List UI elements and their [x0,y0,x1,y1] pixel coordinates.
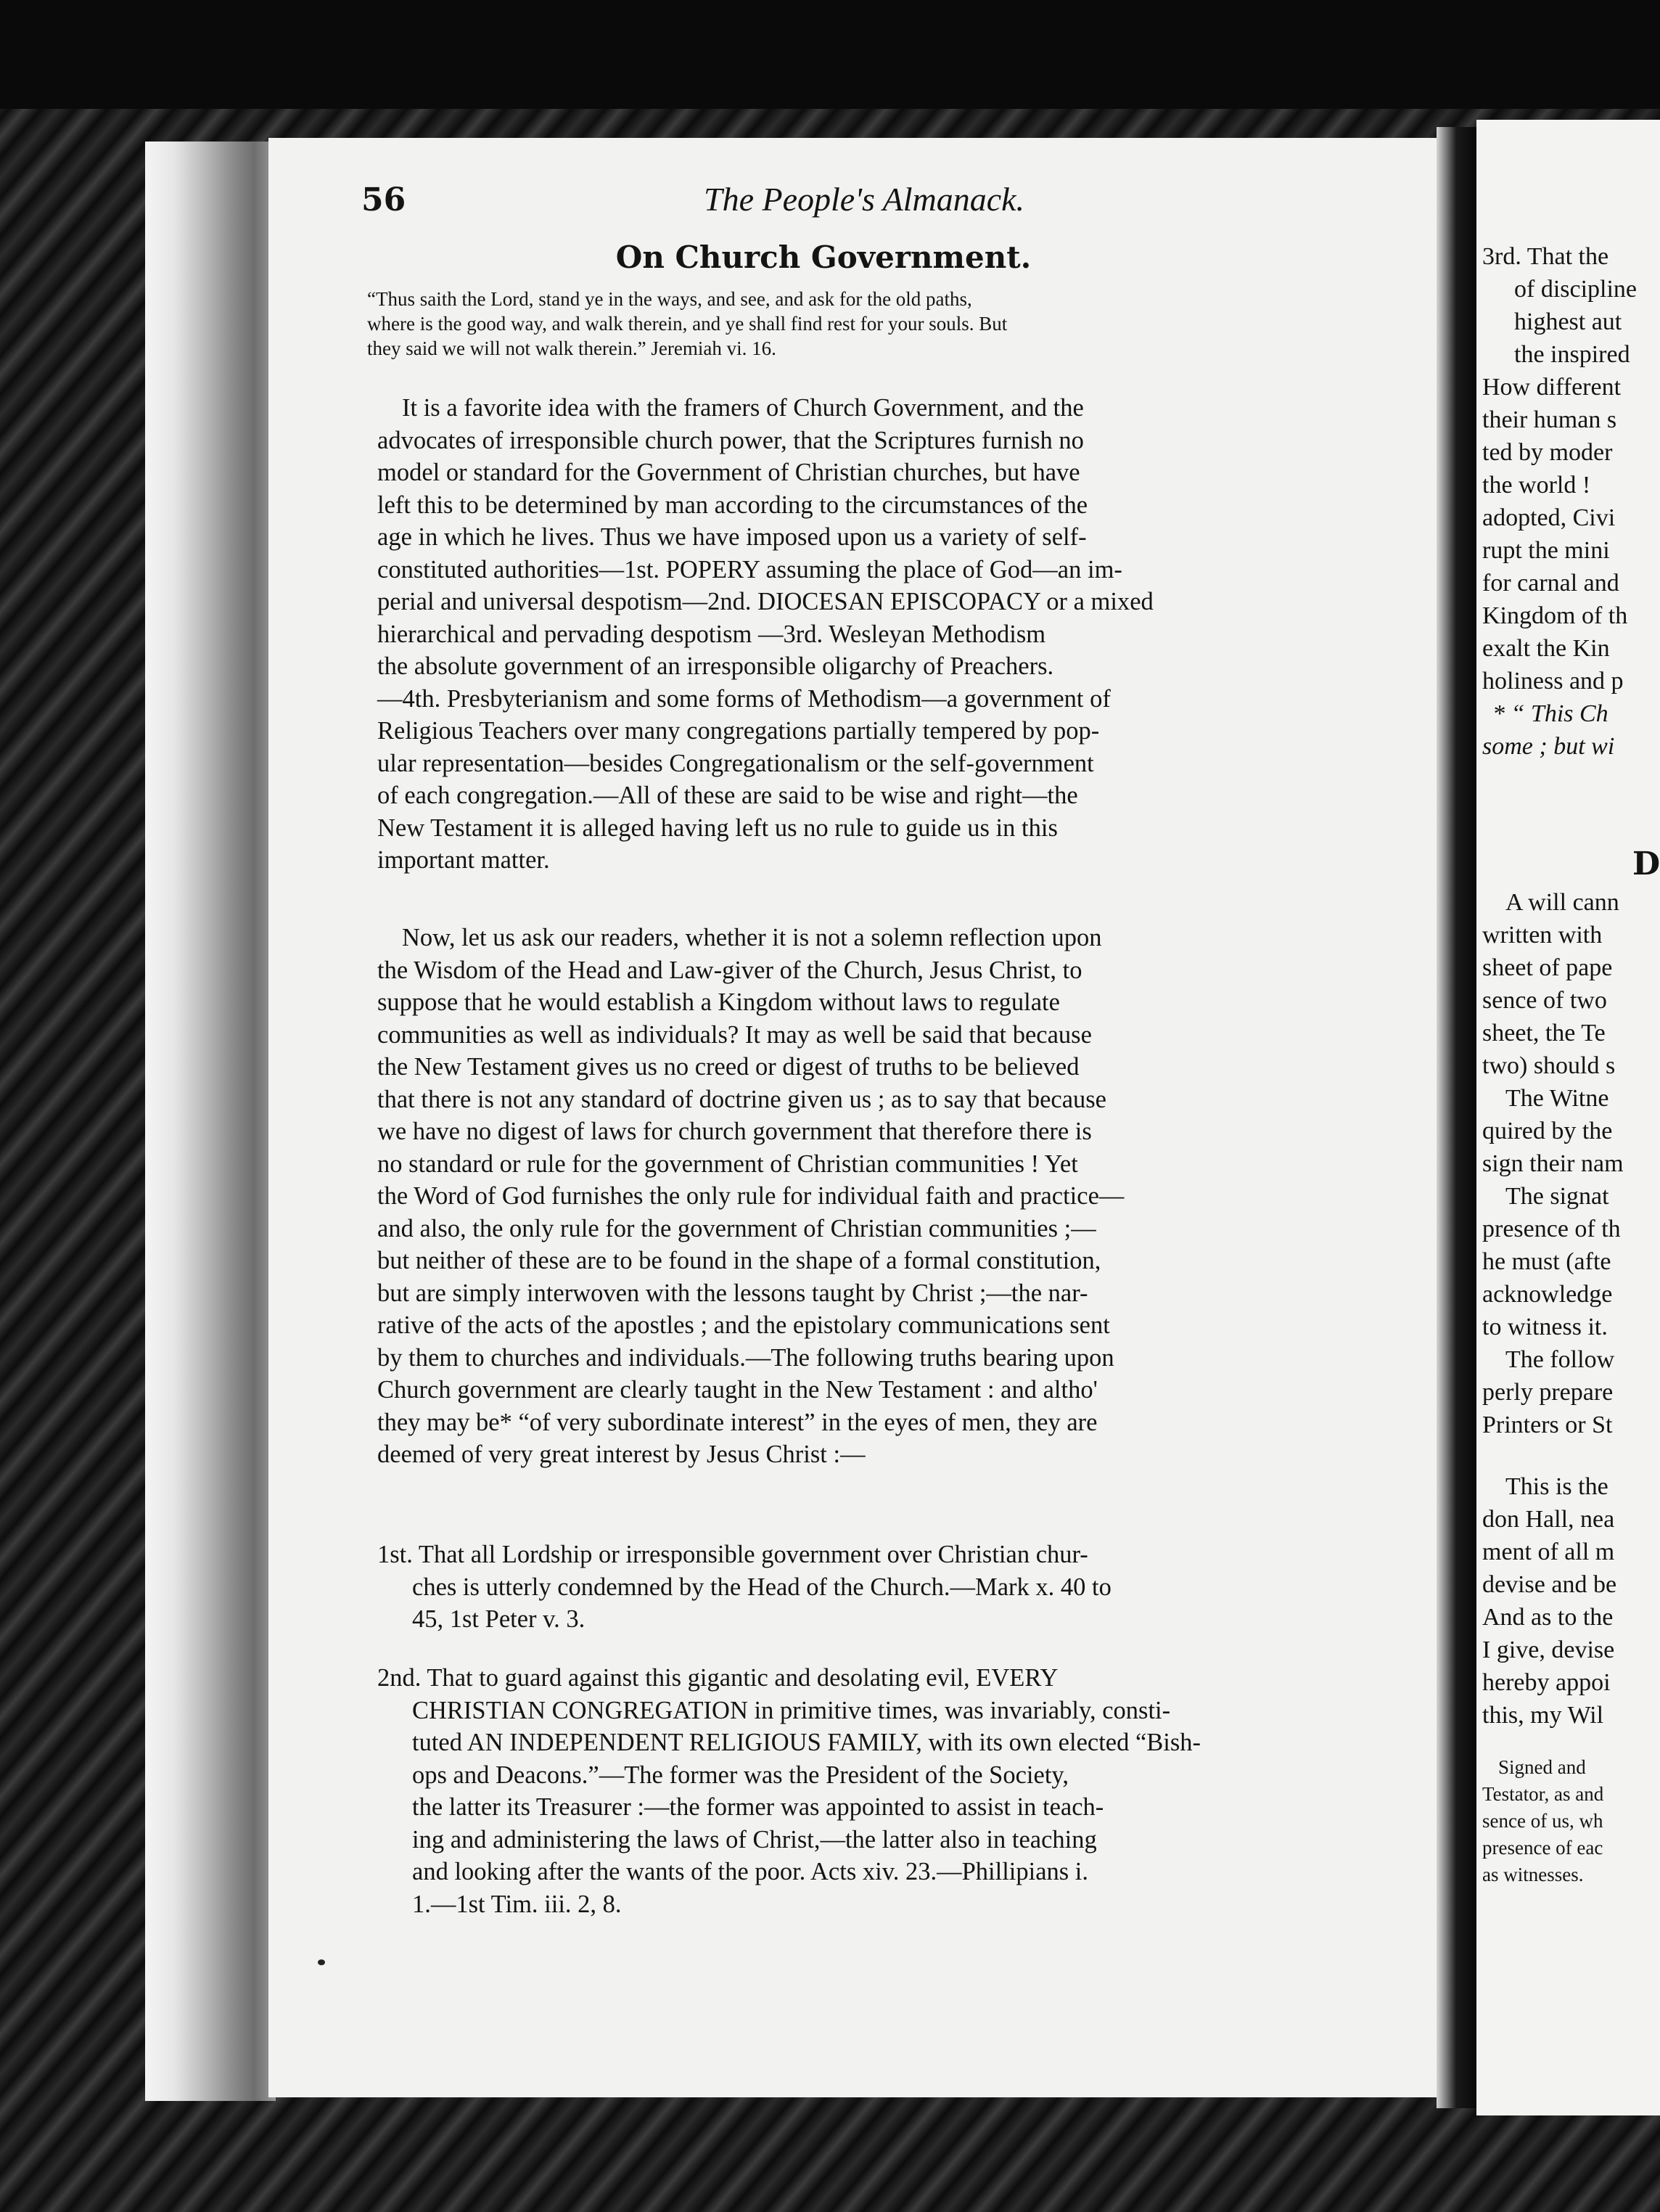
text-line: the Word of God furnishes the only rule for individual faith and practice— [377,1182,1125,1210]
page-number: 56 [361,181,406,218]
text-line: sign their nam [1482,1150,1624,1177]
text-line: that there is not any standard of doctrine given us ; as to say that because [377,1085,1106,1113]
attestation-line: presence of eac [1482,1837,1603,1859]
epigraph-line: where is the good way, and walk therein, and ye shall find rest for your souls. But [367,313,1008,335]
text-line: perial and universal despotism—2nd. DIOCESAN EPISCOPACY or a mixed [377,588,1154,615]
text-line: but are simply interwoven with the lessons taught by Christ ;—the nar- [377,1279,1088,1307]
footnote-line: some ; but wi [1482,733,1615,760]
attestation-line: sence of us, wh [1482,1810,1603,1832]
text-line: communities as well as individuals? It may as well be said that because [377,1020,1092,1049]
attestation-line: Signed and [1498,1756,1586,1778]
text-line: constituted authorities—1st. POPERY assuming the place of God—an im- [377,555,1122,583]
text-line: Printers or St [1482,1412,1613,1438]
text-line: 2nd. That to guard against this gigantic and desolating evil, EVERY [377,1664,1059,1692]
text-line: for carnal and [1482,570,1619,597]
text-line: ment of all m [1482,1539,1615,1565]
text-line: and also, the only rule for the government of Christian communities ;— [377,1214,1096,1242]
text-line: rupt the mini [1482,537,1610,564]
text-line: presence of th [1482,1216,1621,1242]
section-heading-fragment: D [1632,845,1660,882]
footnote-line: * “ This Ch [1492,700,1608,727]
text-line: advocates of irresponsible church power, that the Scriptures furnish no [377,426,1084,454]
text-line: by them to churches and individuals.—The following truths bearing upon [377,1343,1114,1372]
text-line: and looking after the wants of the poor. Acts xiv. 23.—Phillipians i. [412,1858,1089,1885]
text-line: left this to be determined by man according to the circumstances of the [377,491,1088,519]
right-page [1476,120,1660,2115]
text-line: Now, let us ask our readers, whether it is not a solemn reflection upon [402,924,1102,951]
paragraph-2 [377,922,1444,1471]
text-line: this, my Wil [1482,1702,1604,1729]
text-line: Kingdom of th [1482,602,1628,629]
text-line: two) should s [1482,1052,1616,1079]
book-gutter [1437,127,1480,2108]
text-line: no standard or rule for the government of Christian communities ! Yet [377,1150,1078,1178]
text-line: deemed of very great interest by Jesus Christ :— [377,1441,866,1468]
text-line: The signat [1505,1183,1609,1210]
list-item-2 [377,1662,1444,1920]
text-line: 1st. That all Lordship or irresponsible government over Christian chur- [377,1541,1088,1568]
text-line: Church government are clearly taught in the New Testament : and altho' [377,1376,1098,1404]
text-line: How different [1482,374,1622,401]
text-line: don Hall, nea [1482,1506,1615,1533]
text-line: holiness and p [1482,668,1624,695]
dark-background [0,0,1660,109]
text-line: The follow [1505,1346,1615,1373]
text-line: quired by the [1482,1118,1613,1144]
text-line: hereby appoi [1482,1669,1611,1696]
text-line: the absolute government of an irresponsible oligarchy of Preachers. [377,652,1054,680]
text-line: the New Testament gives us no creed or digest of truths to be believed [377,1053,1080,1081]
list-item-1 [377,1539,1444,1636]
paragraph-1 [377,392,1444,877]
page-edges [145,142,276,2101]
text-line: the world ! [1482,472,1591,499]
text-line: CHRISTIAN CONGREGATION in primitive times, was invariably, consti- [412,1696,1171,1724]
text-line: adopted, Civi [1482,504,1616,531]
text-line: sheet of pape [1482,954,1613,981]
text-line: they may be* “of very subordinate interest” in the eyes of men, they are [377,1408,1098,1436]
text-line: 3rd. That the [1482,243,1609,270]
text-line: important matter. [377,846,550,874]
text-line: tuted AN INDEPENDENT RELIGIOUS FAMILY, with its own elected “Bish- [412,1729,1201,1756]
text-line: of discipline [1514,276,1638,303]
text-line: ted by moder [1482,439,1613,466]
text-line: And as to the [1482,1604,1614,1631]
text-line: hierarchical and pervading despotism —3rd. Wesleyan Methodism [377,620,1046,648]
text-line: ops and Deacons.”—The former was the President of the Society, [412,1761,1069,1789]
epigraph-line: they said we will not walk therein.” Jeremiah vi. 16. [367,337,776,359]
text-line: Religious Teachers over many congregations partially tempered by pop- [377,717,1100,745]
text-line: we have no digest of laws for church government that therefore there is [377,1118,1092,1145]
text-line: sheet, the Te [1482,1020,1606,1046]
text-line: ches is utterly condemned by the Head of the Church.—Mark x. 40 to [412,1573,1112,1601]
text-line: their human s [1482,406,1617,433]
article-title: On Church Government. [615,239,1032,275]
text-line: 45, 1st Peter v. 3. [412,1605,585,1633]
epigraph-line: “Thus saith the Lord, stand ye in the ways, and see, and ask for the old paths, [367,288,972,310]
text-line: I give, devise [1482,1637,1615,1663]
text-line: highest aut [1514,308,1622,335]
text-line: rative of the acts of the apostles ; and the epistolary communications sent [377,1311,1110,1339]
text-line: devise and be [1482,1571,1617,1598]
text-line: —4th. Presbyterianism and some forms of Methodism—a government of [377,684,1111,713]
text-line: suppose that he would establish a Kingdom without laws to regulate [377,988,1060,1016]
attestation-line: Testator, as and [1482,1783,1604,1805]
text-line: perly prepare [1482,1379,1614,1406]
text-line: sence of two [1482,987,1607,1014]
text-line: model or standard for the Government of Christian churches, but have [377,459,1080,486]
attestation-line: as witnesses. [1482,1864,1584,1885]
text-line: It is a favorite idea with the framers of Church Government, and the [402,394,1084,422]
text-line: written with [1482,922,1603,949]
text-line: New Testament it is alleged having left us no rule to guide us in this [377,814,1058,842]
running-head: The People's Almanack. [704,181,1025,218]
text-line: 1.—1st Tim. iii. 2, 8. [412,1890,622,1918]
text-line: to witness it. [1482,1314,1608,1340]
text-line: This is the [1505,1473,1608,1500]
text-line: ing and administering the laws of Christ,—the latter also in teaching [412,1825,1097,1853]
text-line: A will cann [1505,889,1619,916]
text-line: The Witne [1505,1085,1609,1112]
text-line: the Wisdom of the Head and Law-giver of the Church, Jesus Christ, to [377,956,1082,984]
text-line: but neither of these are to be found in the shape of a formal constitution, [377,1247,1101,1274]
text-line: age in which he lives. Thus we have imposed upon us a variety of self- [377,523,1087,551]
ink-mark [318,1959,325,1965]
text-line: ular representation—besides Congregationalism or the self-government [377,749,1094,777]
epigraph [367,287,1441,361]
text-line: the latter its Treasurer :—the former was appointed to assist in teach- [412,1793,1104,1821]
left-page [268,138,1444,2097]
text-line: acknowledge [1482,1281,1613,1308]
text-line: exalt the Kin [1482,635,1610,662]
text-line: he must (afte [1482,1248,1611,1275]
text-line: of each congregation.—All of these are said to be wise and right—the [377,782,1078,809]
text-line: the inspired [1514,341,1630,368]
